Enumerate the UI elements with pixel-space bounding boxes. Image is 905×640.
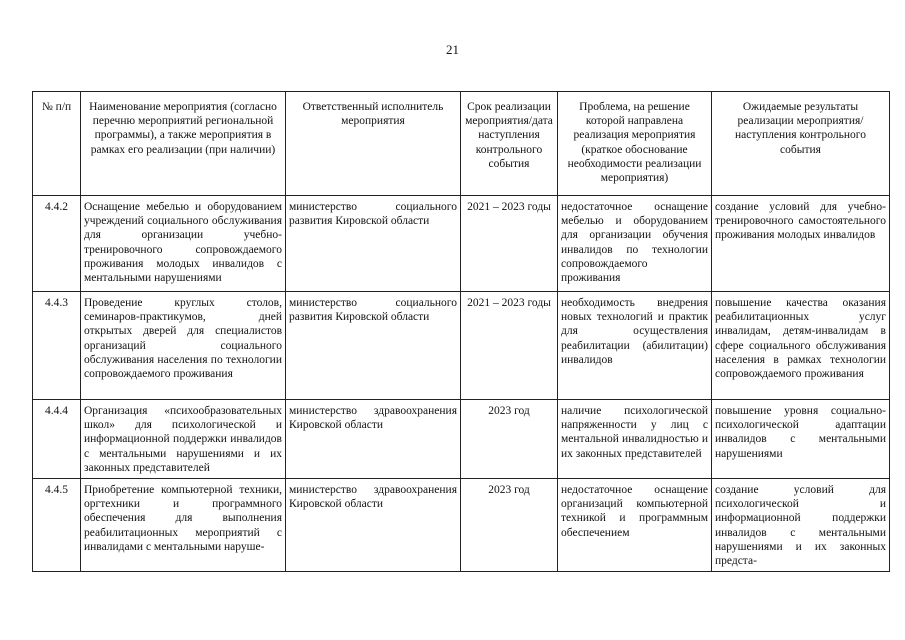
row-name: Организация «психообразовательных школ» для психологической и информационной поддержки инвалидов с ментальными нарушениями и их законных представителей [81,400,286,479]
row-results: создание условий для учебно-тренировочного самостоятельного проживания молодых инвалидов [712,196,890,292]
header-num: № п/п [33,92,81,196]
header-term: Срок реализации мероприятия/дата наступления контрольного события [461,92,558,196]
row-executor: министерство социального развития Кировской области [286,292,461,400]
row-num: 4.4.4 [33,400,81,479]
row-problem: недостаточное оснащение мебелью и оборудованием для организации обучения инвалидов по технологии сопровождаемого проживания [558,196,712,292]
row-num: 4.4.5 [33,479,81,572]
row-executor: министерство социального развития Кировской области [286,196,461,292]
row-num: 4.4.2 [33,196,81,292]
row-term: 2023 год [461,479,558,572]
table-row [33,292,890,400]
table-header-row [33,92,890,196]
page-number: 21 [446,42,459,57]
row-problem: недостаточное оснащение организаций компьютерной техникой и программным обеспечением [558,479,712,572]
header-name: Наименование мероприятия (согласно перечню мероприятий региональной программы), а также мероприятия в рамках его реализации (при наличии) [81,92,286,196]
row-problem: необходимость внедрения новых технологий и практик для осуществления реабилитации (абилитации) инвалидов [558,292,712,400]
table-row [33,400,890,479]
row-name: Проведение круглых столов, семинаров-практикумов, дней открытых дверей для специалистов организаций социального обслуживания населения по технологии сопровождаемого проживания [81,292,286,400]
row-problem: наличие психологической напряженности у лиц с ментальной инвалидностью и их законных представителей [558,400,712,479]
measures-table [32,91,890,572]
row-executor: министерство здравоохранения Кировской области [286,400,461,479]
header-results: Ожидаемые результаты реализации мероприятия/наступления контрольного события [712,92,890,196]
row-results: создание условий для психологической и информационной поддержки инвалидов с ментальными нарушениями и их законных предста- [712,479,890,572]
row-results: повышение качества оказания реабилитационных услуг инвалидам, детям-инвалидам в сфере социального обслуживания населения в рамках технологии сопровождаемого проживания [712,292,890,400]
table-row [33,196,890,292]
row-term: 2023 год [461,400,558,479]
row-term: 2021 – 2023 годы [461,196,558,292]
row-results: повышение уровня социально-психологической адаптации инвалидов с ментальными нарушениями [712,400,890,479]
row-name: Оснащение мебелью и оборудованием учреждений социального обслуживания для организации учебно-тренировочного сопровождаемого проживания молодых инвалидов с ментальными нарушениями [81,196,286,292]
row-num: 4.4.3 [33,292,81,400]
table-row [33,479,890,572]
row-executor: министерство здравоохранения Кировской области [286,479,461,572]
header-problem: Проблема, на решение которой направлена реализация мероприятия (краткое обоснование необходимости реализации мероприятия) [558,92,712,196]
header-executor: Ответственный исполнитель мероприятия [286,92,461,196]
row-name: Приобретение компьютерной техники, оргтехники и программного обеспечения для выполнения реабилитационных мероприятий с инвалидами с ментальными наруше- [81,479,286,572]
row-term: 2021 – 2023 годы [461,292,558,400]
